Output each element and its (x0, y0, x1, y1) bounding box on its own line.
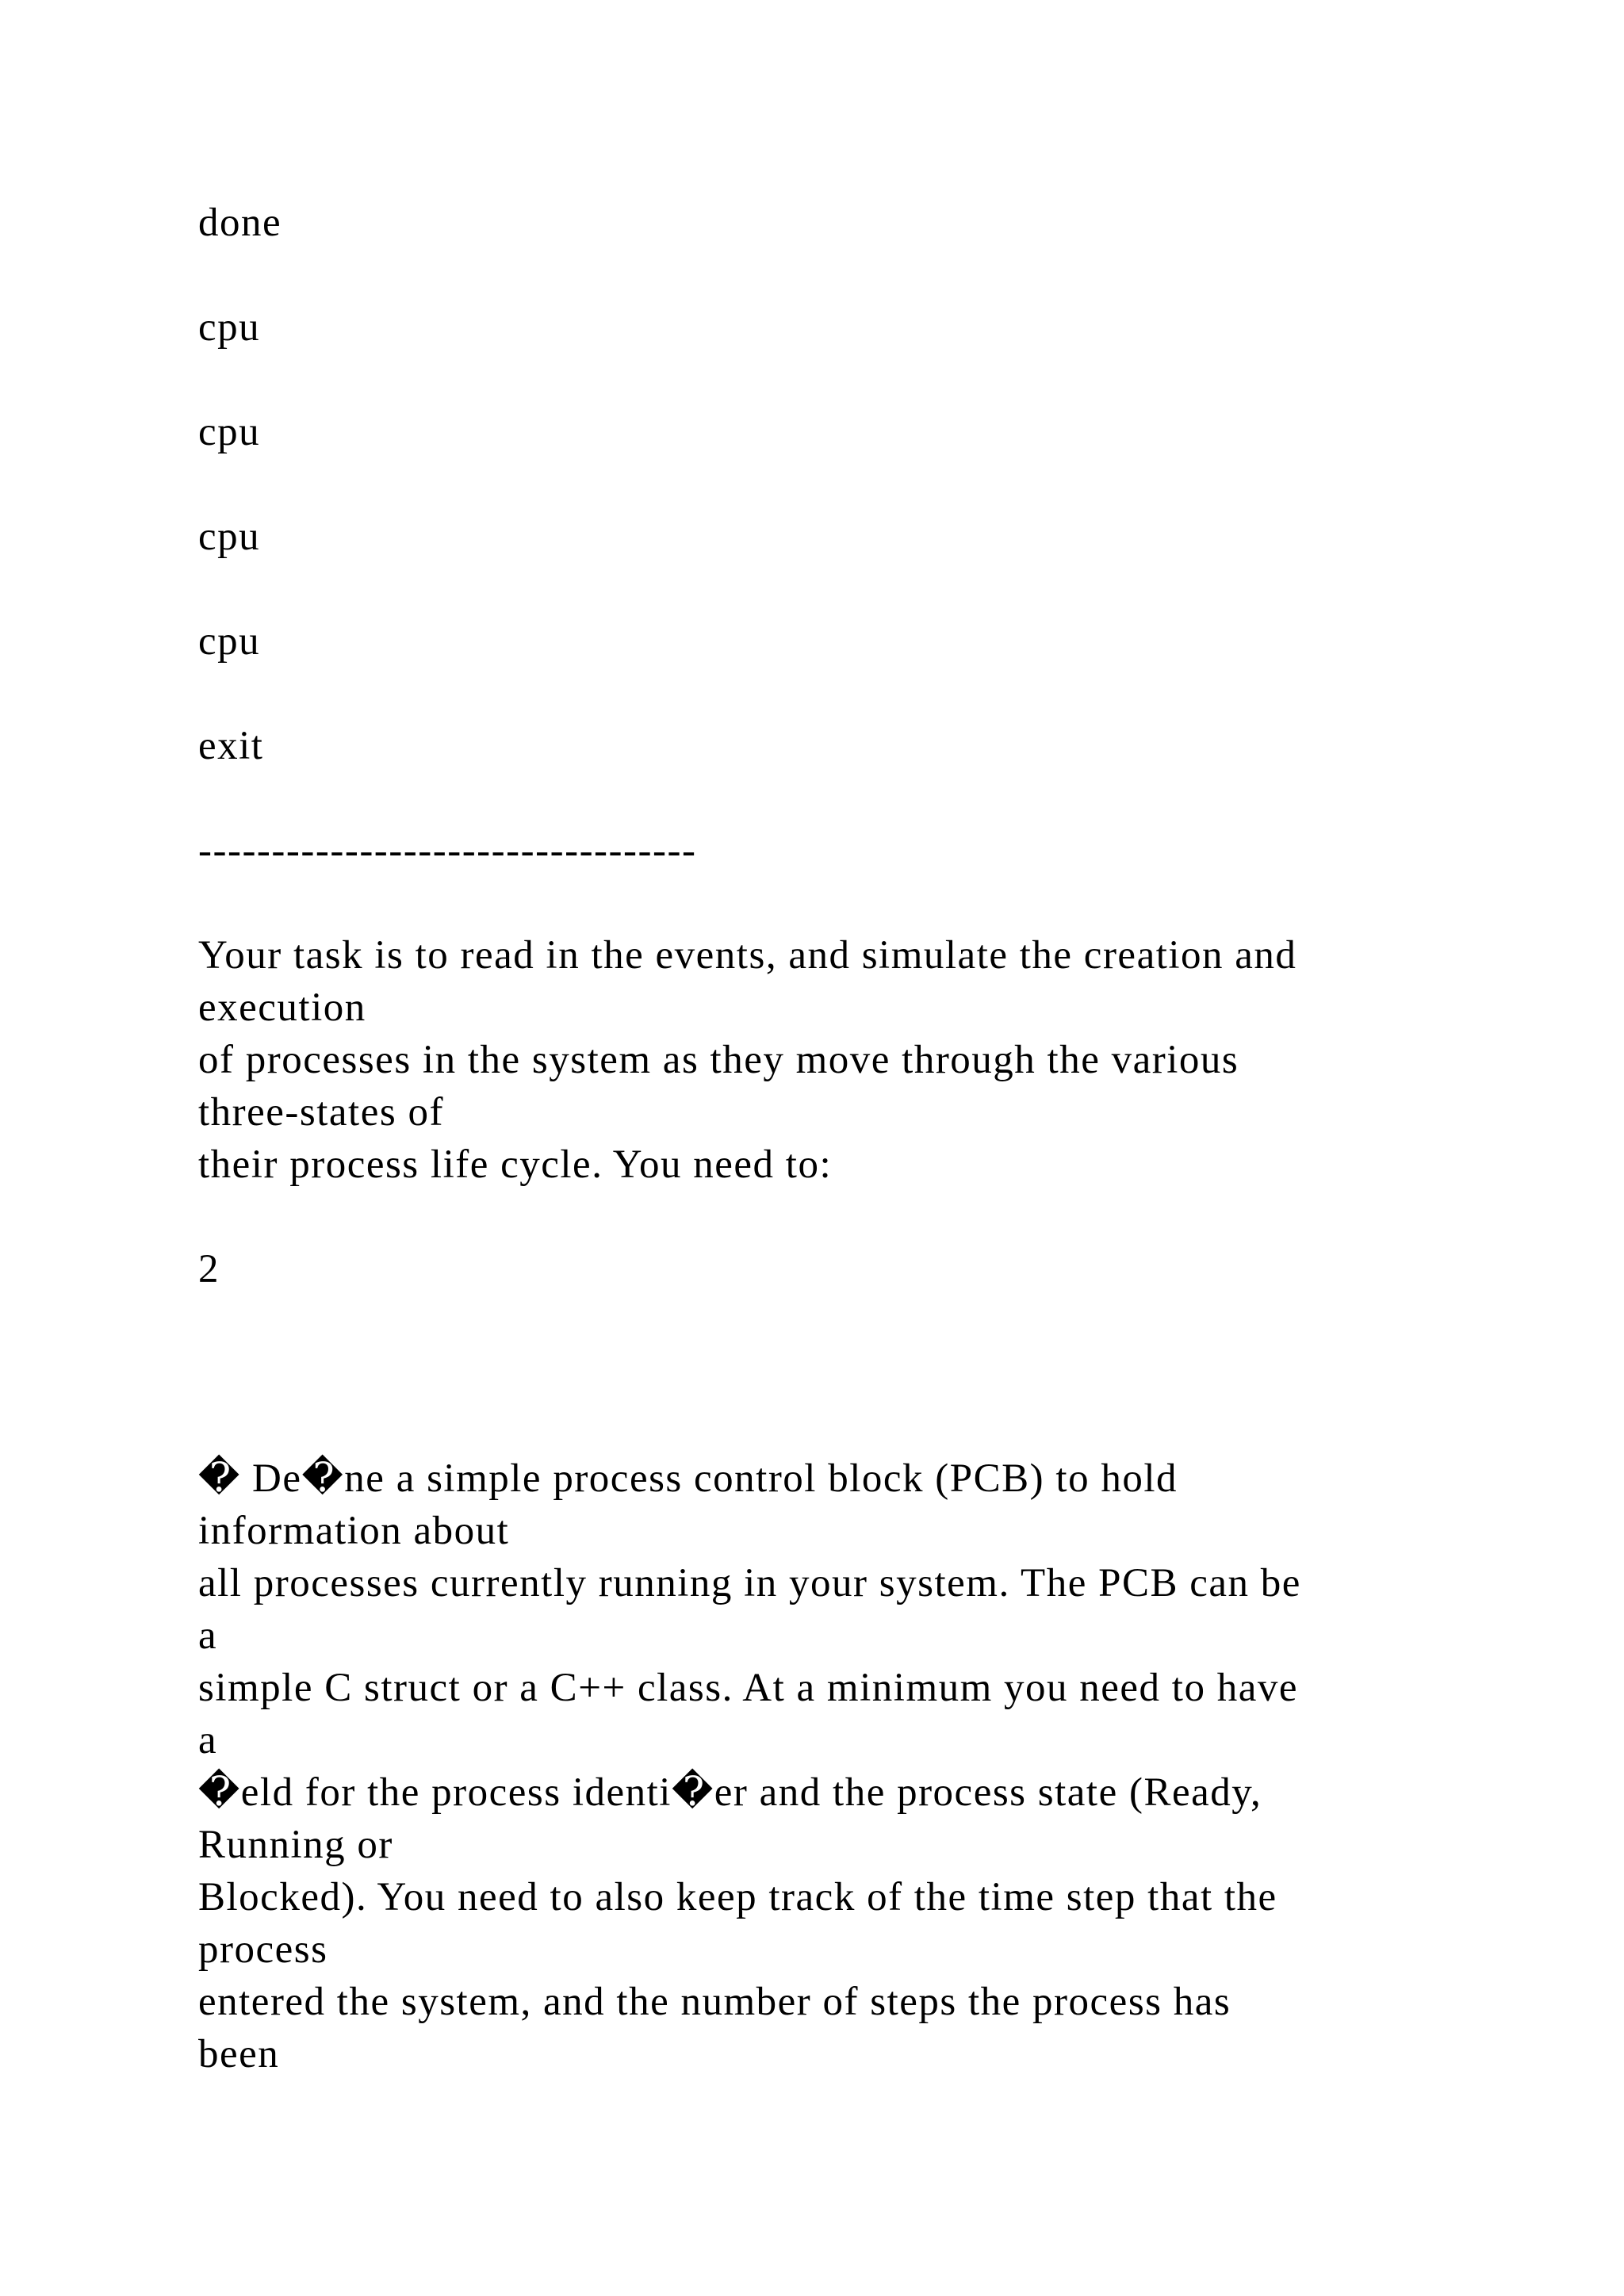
text-line: Blocked). You need to also keep track of the time step that the (198, 1875, 1277, 1919)
text-line: cpu (198, 410, 261, 454)
text-line: exit (198, 724, 264, 768)
text-line: three-states of (198, 1090, 444, 1135)
text-line: done (198, 201, 282, 245)
text-line: a (198, 1718, 218, 1762)
text-line: been (198, 2032, 280, 2076)
text-line: cpu (198, 305, 261, 350)
separator-line: ---------------------------------- (198, 828, 697, 873)
text-line: cpu (198, 619, 261, 664)
text-line: their process life cycle. You need to: (198, 1142, 833, 1187)
text-line: Your task is to read in the events, and simulate the creation and (198, 933, 1297, 978)
page-number: 2 (198, 1247, 220, 1292)
text-line: Running or (198, 1823, 393, 1867)
text-line: information about (198, 1509, 510, 1553)
text-line: process (198, 1927, 328, 1972)
text-line: �eld for the process identi�er and the process state (Ready, (198, 1770, 1262, 1815)
text-line: simple C struct or a C++ class. At a minimum you need to have (198, 1666, 1298, 1710)
text-line: cpu (198, 515, 261, 559)
text-line: of processes in the system as they move through the various (198, 1038, 1239, 1082)
text-line: a (198, 1613, 218, 1658)
text-line: execution (198, 985, 366, 1030)
text-line: all processes currently running in your system. The PCB can be (198, 1561, 1301, 1605)
text-line: � De�ne a simple process control block (PCB) to hold (198, 1456, 1178, 1501)
text-line: entered the system, and the number of steps the process has (198, 1980, 1231, 2024)
